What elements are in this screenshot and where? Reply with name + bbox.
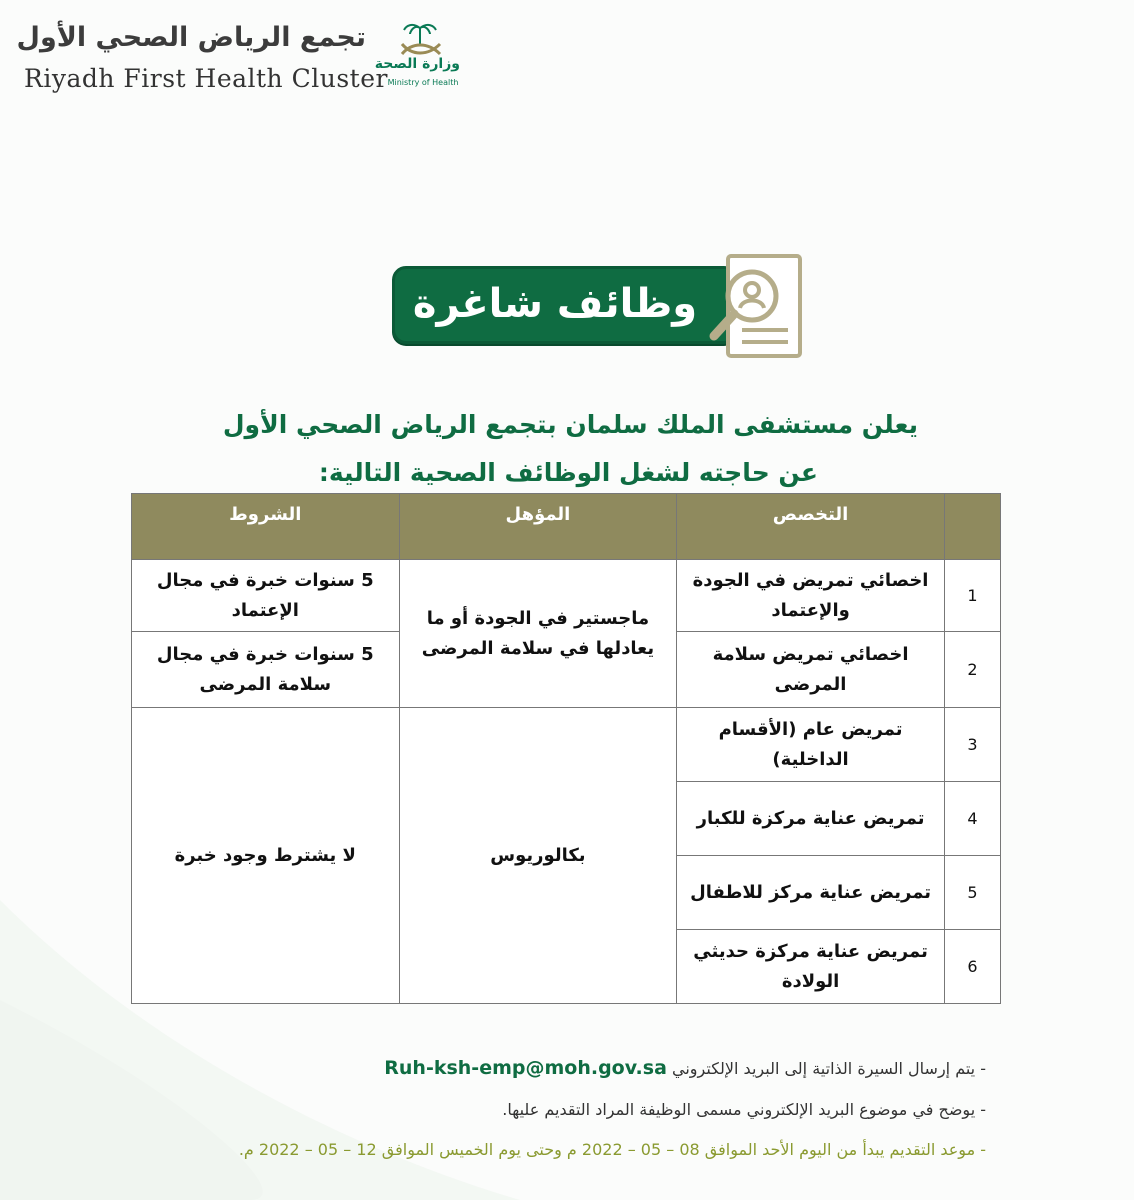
row-condition: 5 سنوات خبرة في مجال الإعتماد <box>132 560 400 632</box>
row-qualification: ماجستير في الجودة أو ما يعادلها في سلامة المرضى <box>399 560 677 708</box>
header-specialty: التخصص <box>677 494 945 560</box>
row-number: 5 <box>944 856 1000 930</box>
row-specialty: تمريض عناية مركز للاطفال <box>677 856 945 930</box>
note-dates: - موعد التقديم يبدأ من اليوم الأحد الموافق 08 – 05 – 2022 م وحتى يوم الخميس الموافق 12 – 05 – 2022 م. <box>238 1140 986 1159</box>
header-number <box>944 494 1000 560</box>
row-specialty: اخصائي تمريض في الجودة والإعتماد <box>677 560 945 632</box>
header-qualification: المؤهل <box>399 494 677 560</box>
ministry-name-arabic: وزارة الصحة <box>374 56 460 72</box>
row-specialty: تمريض عام (الأقسام الداخلية) <box>677 708 945 782</box>
jobs-table <box>131 493 1001 1004</box>
org-name-arabic: تجمع الرياض الصحي الأول <box>16 22 366 53</box>
note-email-text: - يتم إرسال السيرة الذاتية إلى البريد الإلكتروني <box>672 1059 986 1078</box>
row-specialty: تمريض عناية مركزة حديثي الولادة <box>677 930 945 1004</box>
note-email <box>384 1057 986 1079</box>
ministry-name-english: Ministry of Health <box>387 78 459 87</box>
email-link[interactable]: Ruh-ksh-emp@moh.gov.sa <box>384 1057 667 1079</box>
row-number: 3 <box>944 708 1000 782</box>
row-number: 1 <box>944 560 1000 632</box>
row-condition: لا يشترط وجود خبرة <box>132 708 400 1004</box>
vacancies-title: وظائف شاغرة <box>412 281 698 327</box>
row-number: 2 <box>944 632 1000 708</box>
announcement-line-2: عن حاجته لشغل الوظائف الصحية التالية: <box>318 458 818 487</box>
announcement-line-1: يعلن مستشفى الملك سلمان بتجمع الرياض الصحي الأول <box>222 410 918 439</box>
row-number: 6 <box>944 930 1000 1004</box>
table-row <box>132 560 1001 632</box>
org-name-english: Riyadh First Health Cluster <box>24 64 388 93</box>
table-header-row <box>132 494 1001 560</box>
row-qualification: بكالوريوس <box>399 708 677 1004</box>
row-number: 4 <box>944 782 1000 856</box>
row-specialty: اخصائي تمريض سلامة المرضى <box>677 632 945 708</box>
row-specialty: تمريض عناية مركزة للكبار <box>677 782 945 856</box>
table-row <box>132 708 1001 782</box>
note-subject: - يوضح في موضوع البريد الإلكتروني مسمى الوظيفة المراد التقديم عليها. <box>502 1100 986 1119</box>
document-search-icon <box>700 250 810 370</box>
header <box>16 18 480 98</box>
row-condition: 5 سنوات خبرة في مجال سلامة المرضى <box>132 632 400 708</box>
header-conditions: الشروط <box>132 494 400 560</box>
vacancies-badge <box>392 266 738 344</box>
